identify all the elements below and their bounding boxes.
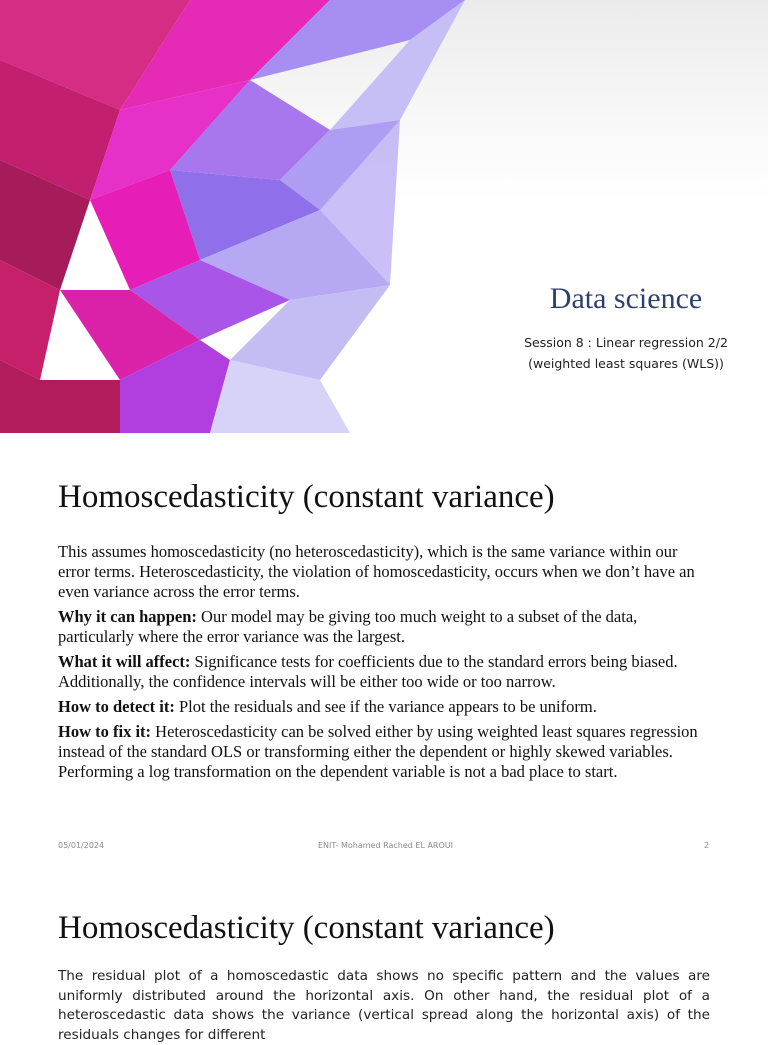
footer-page-number: 2 (704, 841, 710, 850)
slide-title: Homoscedasticity (constant variance) (58, 479, 555, 515)
item-text: Significance tests for coefficients due to the standard errors being biased. Additionally, the confidence intervals will be either too wide or too narrow. (58, 652, 678, 691)
item-detect (58, 697, 698, 717)
footer-date: 05/01/2024 (58, 841, 105, 850)
item-label: Why it can happen: (58, 607, 197, 626)
presentation-subtitle (486, 332, 766, 374)
item-label: How to detect it: (58, 697, 175, 716)
slide-title: Homoscedasticity (constant variance) (58, 910, 555, 946)
item-fix (58, 722, 698, 782)
item-text: Our model may be giving too much weight to a subset of the data, particularly where the error variance was the largest. (58, 607, 638, 646)
item-label: How to fix it: (58, 722, 152, 741)
item-label: What it will affect: (58, 652, 191, 671)
content-slide-3 (0, 864, 768, 1043)
content-slide-2 (0, 433, 768, 863)
title-slide (0, 0, 768, 433)
item-affect (58, 652, 698, 692)
subtitle-line-2: (weighted least squares (WLS)) (528, 356, 724, 371)
item-text: Plot the residuals and see if the variance appears to be uniform. (174, 697, 597, 716)
footer-author: ENIT- Mohamed Rached EL AROUI (318, 841, 453, 850)
subtitle-line-1: Session 8 : Linear regression 2/2 (524, 335, 728, 350)
item-why (58, 607, 698, 647)
slide-body: The residual plot of a homoscedastic data shows no specific pattern and the values are uniformly distributed around the horizontal axis. On other hand, the residual plot of a heteroscedastic data shows the variance (vertical spread along the horizontal axis) of the residuals changes for different (58, 968, 710, 1043)
item-text: Heteroscedasticity can be solved either by using weighted least squares regression instead of the standard OLS or transforming either the dependent or highly skewed variables. Performing a log transformation on the dependent variable is not a bad place to start. (58, 722, 698, 781)
slide-body (58, 542, 698, 787)
intro-paragraph: This assumes homoscedasticity (no heteroscedasticity), which is the same variance within our error terms. Heteroscedasticity, the violation of homoscedasticity, occurs when we don’t have an even variance across the error terms. (58, 542, 695, 601)
polygon-decoration (0, 0, 470, 433)
presentation-title: Data science (549, 282, 703, 315)
